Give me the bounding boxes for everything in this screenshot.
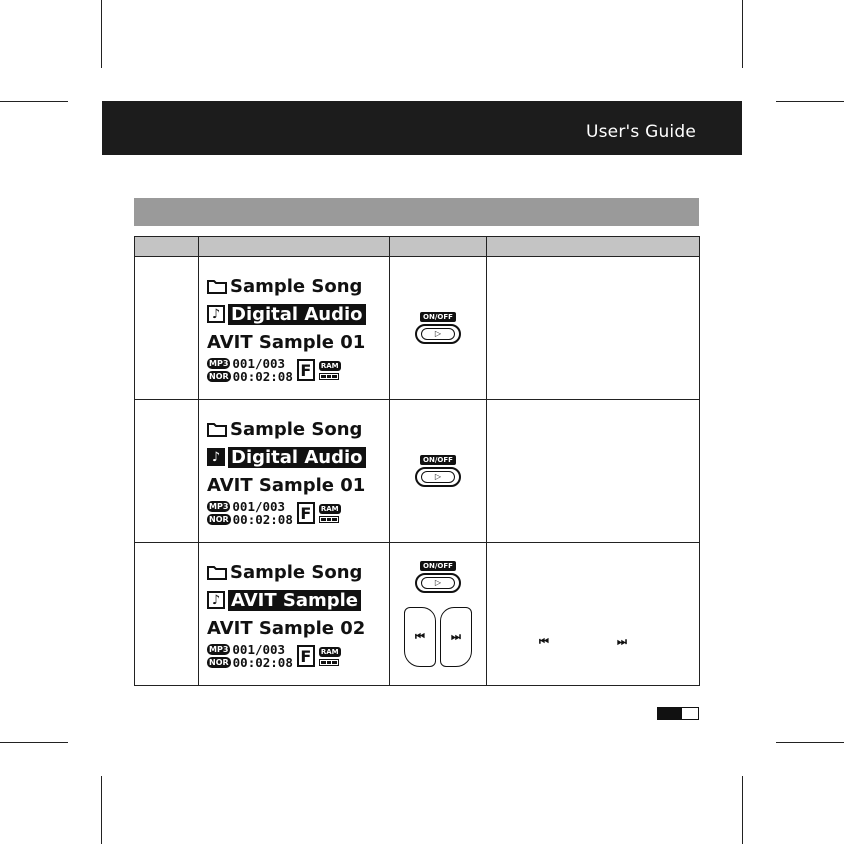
lcd-display [207,272,381,384]
folder-name: Sample Song [230,418,363,440]
table-header-row [135,237,700,257]
eq-tag: NOR [209,372,229,381]
track-name-highlighted: Digital Audio [228,447,366,468]
track-name-highlighted: AVIT Sample [228,590,361,611]
status-line [207,356,381,384]
music-note-icon: ♪ [207,448,225,466]
flag-icon: F [297,359,315,381]
folder-name: Sample Song [230,275,363,297]
track-counter: 001/003 [232,641,286,657]
switch-slider-icon: ▷ [415,467,461,487]
crop-mark [101,0,102,68]
skip-previous-icon: ⏮ [404,607,436,667]
mode-tag: MP3 [209,645,229,654]
description-cell [487,400,700,543]
memory-tag: RAM [320,361,339,370]
memory-tag: RAM [320,647,339,656]
skip-buttons [404,607,472,667]
folder-line [207,272,381,300]
power-switch [390,312,486,344]
page-title: User's Guide [585,122,696,142]
description-cell [487,257,700,400]
crop-mark [742,0,743,68]
eq-tag: NOR [209,658,229,667]
skip-next-icon: ⏭ [617,635,627,648]
track-counter: 001/003 [232,355,286,371]
lcd-display [207,558,381,670]
power-switch [390,561,486,667]
page-number-box [657,707,699,720]
folder-line [207,558,381,586]
switch-slider-icon: ▷ [415,324,461,344]
title-line: AVIT Sample 01 [207,474,366,496]
play-time: 00:02:08 [232,654,293,670]
crop-mark [776,101,844,102]
control-cell [390,543,487,686]
skip-previous-icon: ⏮ [539,635,549,648]
crop-mark [776,742,844,743]
status-line [207,499,381,527]
control-cell [390,400,487,543]
track-line [207,300,381,328]
music-note-icon: ♪ [207,591,225,609]
step-cell [135,543,199,686]
switch-label: ON/OFF [420,312,456,322]
table-row [135,257,700,400]
step-cell [135,400,199,543]
play-time: 00:02:08 [232,368,293,384]
table-row [135,400,700,543]
folder-icon [207,421,227,437]
folder-icon [207,278,227,294]
flag-icon: F [297,502,315,524]
battery-icon [319,659,339,666]
table-header-cell [135,237,199,257]
title-line: AVIT Sample 01 [207,331,366,353]
music-note-icon: ♪ [207,305,225,323]
section-title-bar [134,198,699,226]
play-time: 00:02:08 [232,511,293,527]
display-cell [199,543,390,686]
flag-icon: F [297,645,315,667]
track-name-highlighted: Digital Audio [228,304,366,325]
battery-icon [319,516,339,523]
table-row [135,543,700,686]
track-counter: 001/003 [232,498,286,514]
step-cell [135,257,199,400]
skip-next-icon: ⏭ [440,607,472,667]
track-line [207,443,381,471]
page-header [102,101,742,155]
switch-label: ON/OFF [420,455,456,465]
crop-mark [0,742,68,743]
eq-tag: NOR [209,515,229,524]
crop-mark [101,776,102,844]
memory-tag: RAM [320,504,339,513]
mode-tag: MP3 [209,502,229,511]
description-cell [487,543,700,686]
instruction-table [134,236,700,686]
status-line [207,642,381,670]
title-line: AVIT Sample 02 [207,617,366,639]
crop-mark [742,776,743,844]
power-switch [390,455,486,487]
switch-slider-icon: ▷ [415,573,461,593]
crop-mark [0,101,68,102]
battery-icon [319,373,339,380]
track-line [207,586,381,614]
control-cell [390,257,487,400]
folder-icon [207,564,227,580]
table-header-cell [487,237,700,257]
display-cell [199,400,390,543]
folder-line [207,415,381,443]
mode-tag: MP3 [209,359,229,368]
display-cell [199,257,390,400]
folder-name: Sample Song [230,561,363,583]
lcd-display [207,415,381,527]
table-header-cell [390,237,487,257]
table-header-cell [199,237,390,257]
switch-label: ON/OFF [420,561,456,571]
